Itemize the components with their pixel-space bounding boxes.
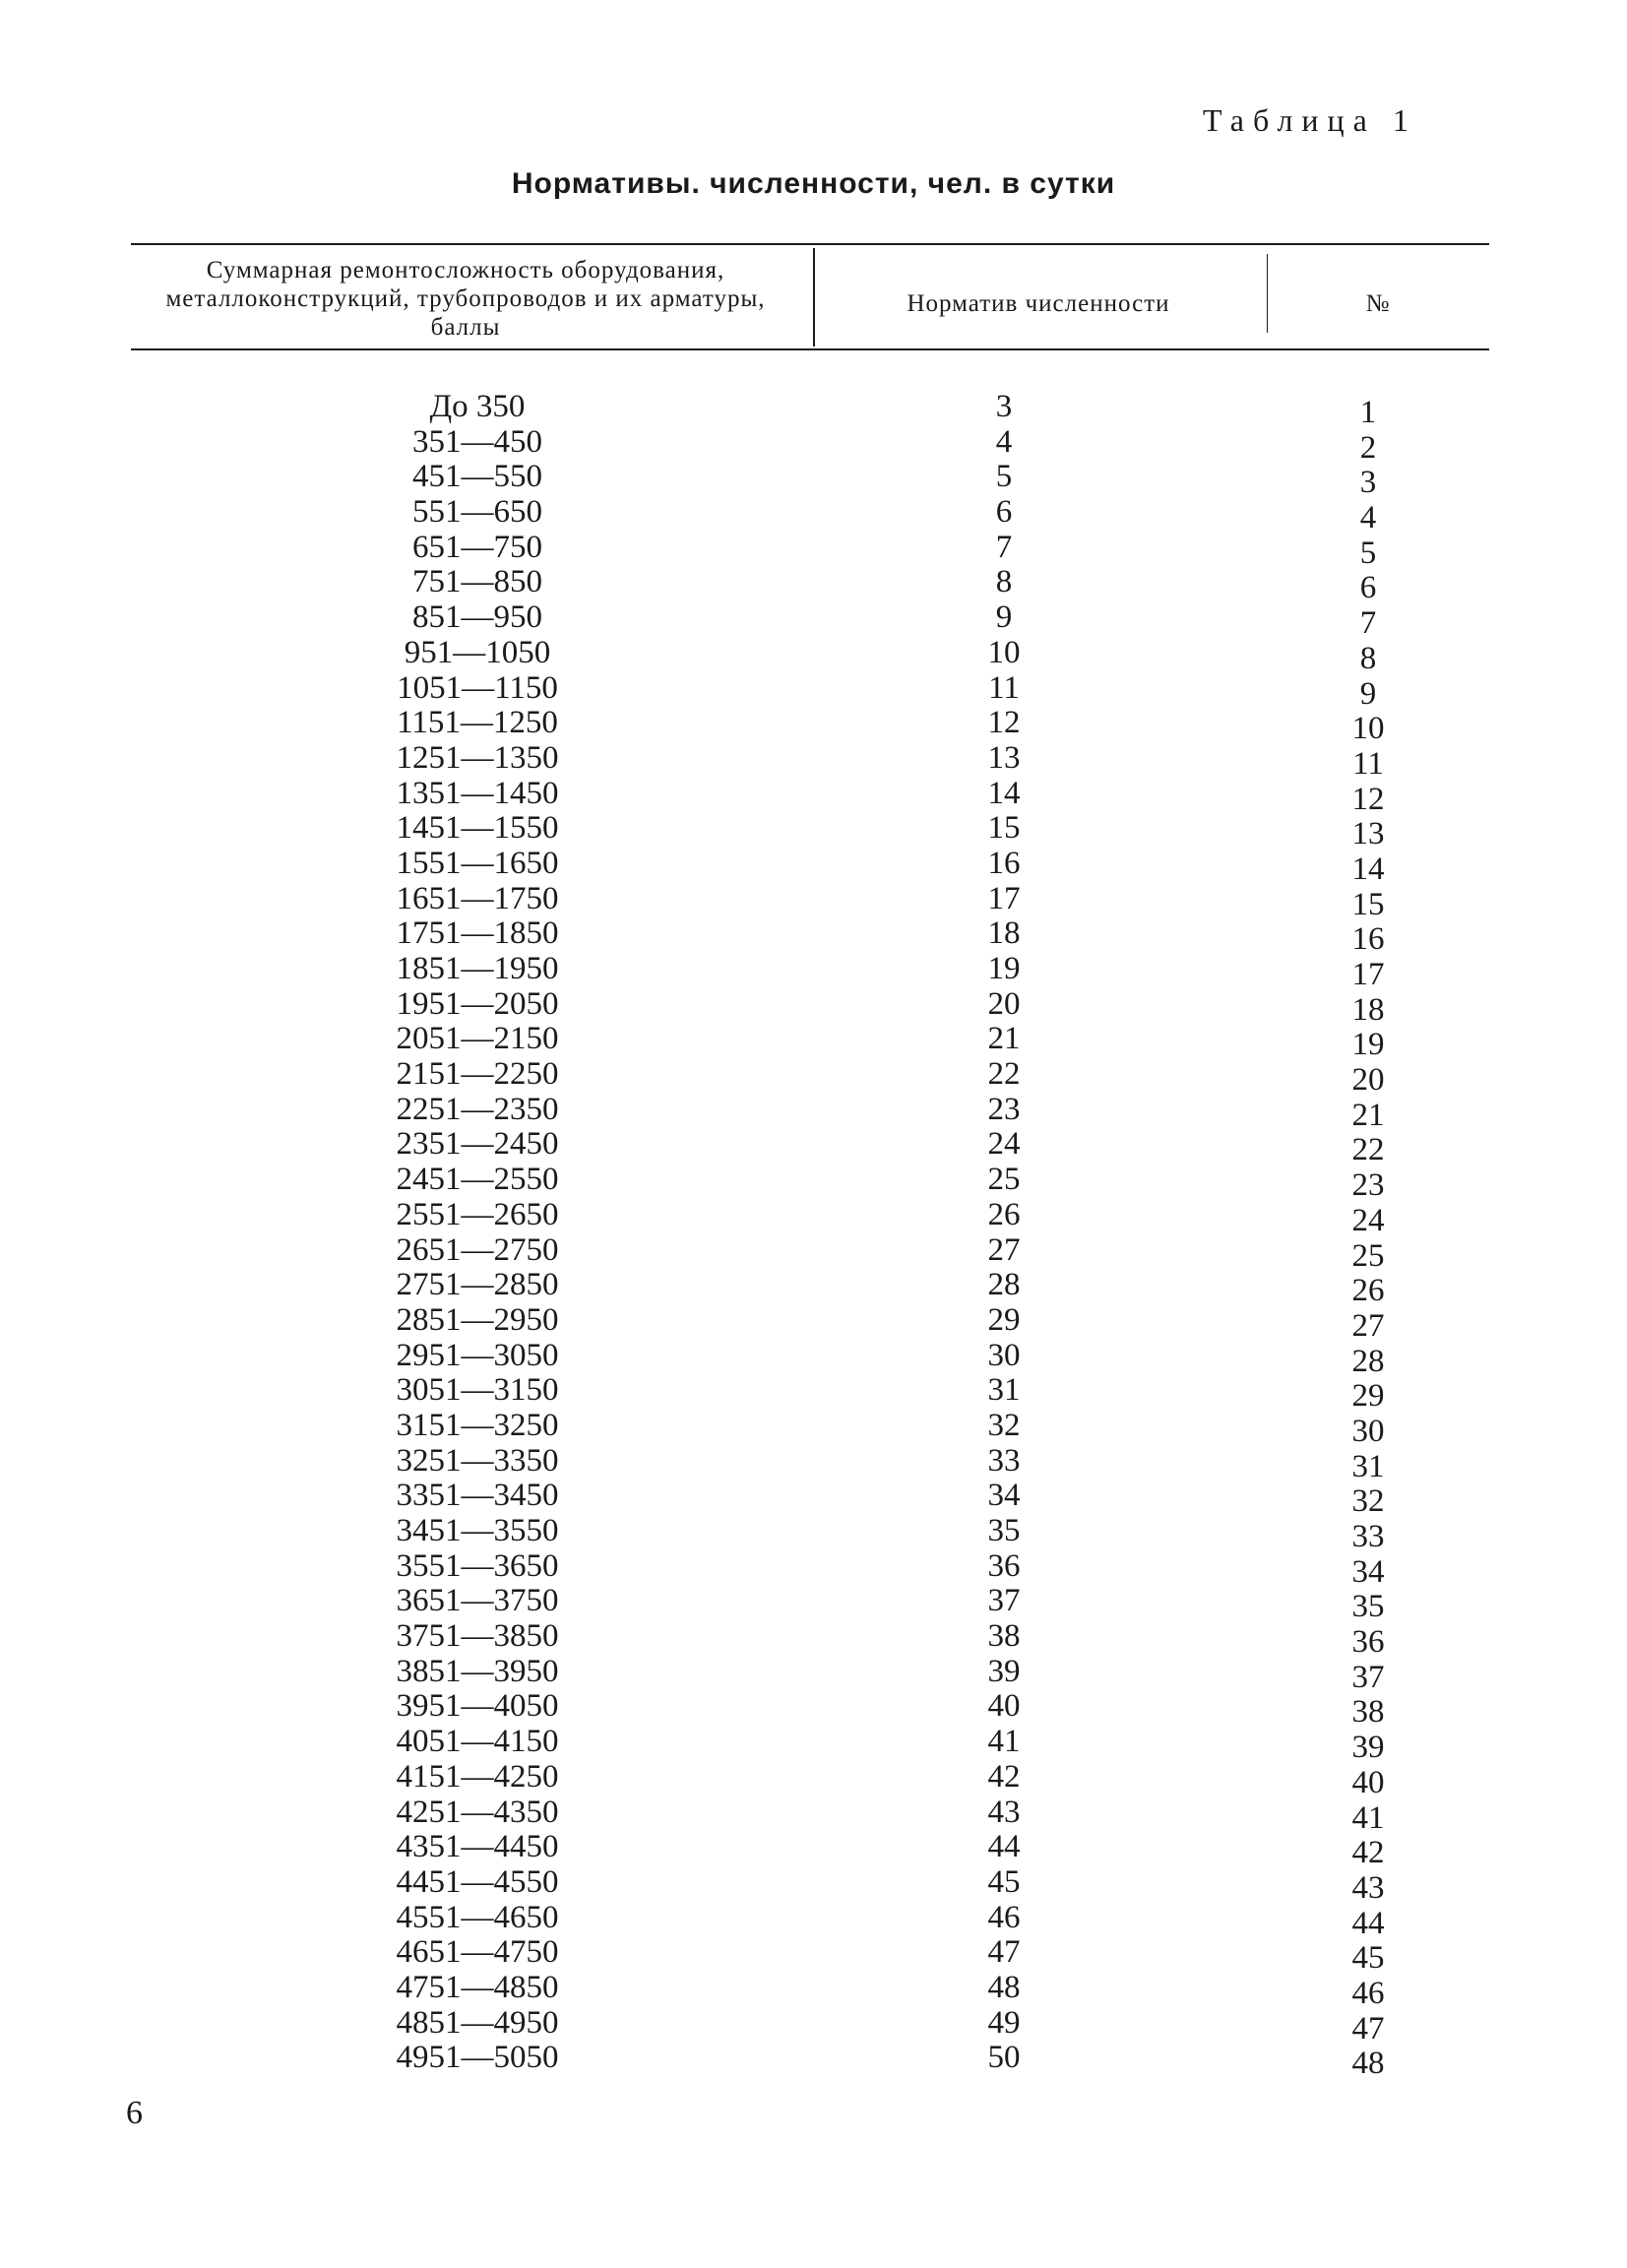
cell-number: 24 [1351, 1202, 1385, 1238]
table-row [0, 880, 1627, 922]
cell-norm: 39 [987, 1653, 1021, 1689]
cell-norm: 33 [987, 1442, 1021, 1479]
cell-norm: 11 [988, 669, 1020, 706]
cell-norm: 12 [987, 705, 1021, 741]
table-row [0, 1337, 1627, 1379]
cell-norm: 50 [987, 2040, 1021, 2076]
cell-range: 3251—3350 [396, 1442, 559, 1479]
cell-range: 1651—1750 [396, 880, 559, 916]
table-row [0, 810, 1627, 852]
cell-number: 34 [1351, 1553, 1385, 1590]
cell-range: 751—850 [412, 564, 542, 600]
cell-norm: 20 [987, 985, 1021, 1022]
cell-range: 2251—2350 [396, 1091, 559, 1127]
cell-number: 8 [1359, 640, 1377, 676]
cell-number: 45 [1351, 1940, 1385, 1977]
cell-range: 4451—4550 [396, 1863, 559, 1900]
header-bottom-rule [131, 348, 1489, 350]
table-row [0, 1934, 1627, 1977]
cell-norm: 36 [987, 1547, 1021, 1584]
cell-range: 3551—3650 [396, 1547, 559, 1584]
cell-range: 4551—4650 [396, 1899, 559, 1935]
cell-range: 2951—3050 [396, 1337, 559, 1373]
cell-number: 48 [1351, 2046, 1385, 2082]
cell-number: 44 [1351, 1905, 1385, 1941]
cell-number: 32 [1351, 1483, 1385, 1520]
table-body [0, 389, 1627, 2082]
table-row [0, 1091, 1627, 1133]
table-row [0, 423, 1627, 466]
table-row [0, 951, 1627, 992]
cell-number: 43 [1351, 1869, 1385, 1906]
table-row [0, 1056, 1627, 1099]
cell-number: 23 [1351, 1167, 1385, 1204]
header-top-rule [131, 243, 1489, 245]
cell-number: 1 [1359, 395, 1377, 430]
table-row [0, 1513, 1627, 1554]
cell-norm: 3 [995, 389, 1013, 424]
cell-number: 7 [1359, 605, 1377, 642]
table-row [0, 1794, 1627, 1836]
cell-norm: 22 [987, 1056, 1021, 1093]
cell-range: 1251—1350 [396, 739, 559, 776]
cell-range: 1451—1550 [396, 810, 559, 847]
cell-number: 6 [1359, 570, 1377, 606]
cell-norm: 6 [995, 494, 1013, 531]
cell-norm: 49 [987, 2004, 1021, 2041]
cell-number: 41 [1351, 1799, 1385, 1836]
table-row [0, 634, 1627, 676]
cell-number: 25 [1351, 1237, 1385, 1274]
table-row [0, 1724, 1627, 1766]
cell-range: 4051—4150 [396, 1724, 559, 1760]
table-row [0, 669, 1627, 712]
cell-norm: 23 [987, 1091, 1021, 1127]
table-row [0, 1372, 1627, 1415]
cell-norm: 17 [987, 880, 1021, 916]
table-row [0, 1126, 1627, 1168]
cell-number: 17 [1351, 957, 1385, 992]
cell-range: 4251—4350 [396, 1794, 559, 1830]
table-row [0, 1267, 1627, 1309]
table-label: Таблица 1 [1203, 102, 1417, 138]
table-row [0, 1547, 1627, 1590]
cell-number: 30 [1351, 1413, 1385, 1449]
cell-number: 28 [1351, 1343, 1385, 1379]
cell-norm: 31 [987, 1372, 1021, 1409]
cell-range: 1851—1950 [396, 951, 559, 986]
cell-range: 1051—1150 [397, 669, 558, 706]
table-row [0, 985, 1627, 1028]
cell-norm: 16 [987, 845, 1021, 881]
cell-number: 4 [1359, 500, 1377, 536]
cell-number: 15 [1351, 886, 1385, 922]
cell-norm: 25 [987, 1162, 1021, 1198]
cell-number: 19 [1351, 1027, 1385, 1063]
cell-norm: 5 [995, 459, 1013, 495]
cell-range: 551—650 [412, 494, 542, 531]
table-row [0, 494, 1627, 536]
cell-number: 47 [1351, 2010, 1385, 2047]
cell-norm: 43 [987, 1794, 1021, 1830]
cell-norm: 42 [987, 1758, 1021, 1795]
cell-range: 851—950 [412, 599, 542, 636]
table-row [0, 1301, 1627, 1344]
cell-number: 31 [1351, 1448, 1385, 1484]
table-row [0, 1231, 1627, 1274]
cell-range: 2351—2450 [396, 1126, 559, 1163]
cell-range: 351—450 [412, 423, 542, 460]
cell-number: 20 [1351, 1062, 1385, 1099]
cell-number: 5 [1359, 535, 1377, 571]
cell-number: 18 [1351, 991, 1385, 1028]
cell-range: 3151—3250 [396, 1407, 559, 1443]
table-row [0, 1583, 1627, 1625]
cell-number: 35 [1351, 1589, 1385, 1625]
cell-number: 40 [1351, 1764, 1385, 1800]
cell-norm: 44 [987, 1829, 1021, 1865]
table-row [0, 1196, 1627, 1238]
table-row [0, 1478, 1627, 1520]
cell-norm: 9 [995, 599, 1013, 636]
cell-norm: 48 [987, 1969, 1021, 2005]
cell-number: 26 [1351, 1273, 1385, 1309]
cell-norm: 8 [995, 564, 1013, 600]
table-row [0, 915, 1627, 958]
cell-range: 4151—4250 [396, 1758, 559, 1795]
cell-norm: 18 [987, 915, 1021, 952]
cell-number: 10 [1351, 711, 1385, 747]
cell-norm: 28 [987, 1267, 1021, 1303]
cell-range: 2451—2550 [396, 1162, 559, 1198]
cell-norm: 7 [995, 529, 1013, 565]
table-row [0, 1021, 1627, 1063]
table-row [0, 1758, 1627, 1800]
cell-range: 4351—4450 [396, 1829, 559, 1865]
cell-number: 46 [1351, 1975, 1385, 2011]
cell-norm: 32 [987, 1407, 1021, 1443]
cell-norm: 37 [987, 1583, 1021, 1619]
table-row [0, 2004, 1627, 2047]
cell-range: 2051—2150 [396, 1021, 559, 1057]
cell-range: 1351—1450 [396, 775, 559, 811]
table-row [0, 775, 1627, 817]
cell-number: 2 [1359, 429, 1377, 466]
cell-range: 1551—1650 [396, 845, 559, 881]
cell-range: 3951—4050 [396, 1688, 559, 1725]
cell-norm: 40 [987, 1688, 1021, 1725]
table-row [0, 599, 1627, 642]
cell-number: 12 [1351, 781, 1385, 817]
cell-range: 3451—3550 [396, 1513, 559, 1548]
cell-range: 2751—2850 [396, 1267, 559, 1303]
cell-range: 2551—2650 [396, 1196, 559, 1232]
cell-range: 2851—2950 [396, 1301, 559, 1338]
cell-number: 16 [1351, 921, 1385, 958]
table-row [0, 1618, 1627, 1661]
page-number: 6 [126, 2095, 143, 2131]
cell-norm: 29 [987, 1301, 1021, 1338]
cell-range: 3651—3750 [396, 1583, 559, 1619]
cell-range: 3751—3850 [396, 1618, 559, 1655]
table-row [0, 2040, 1627, 2082]
table-row [0, 529, 1627, 571]
cell-range: 451—550 [412, 459, 542, 495]
cell-number: 21 [1351, 1097, 1385, 1133]
cell-range: 3351—3450 [396, 1478, 559, 1514]
table-row [0, 1162, 1627, 1204]
cell-range: 651—750 [412, 529, 542, 565]
cell-norm: 19 [987, 951, 1021, 986]
table-row [0, 459, 1627, 501]
cell-range: 951—1050 [404, 634, 551, 670]
cell-norm: 21 [987, 1021, 1021, 1057]
cell-range: 3051—3150 [396, 1372, 559, 1409]
cell-number: 11 [1352, 745, 1384, 782]
table-row [0, 564, 1627, 606]
cell-norm: 35 [987, 1513, 1021, 1548]
cell-number: 38 [1351, 1694, 1385, 1731]
cell-norm: 46 [987, 1899, 1021, 1935]
table-row [0, 1653, 1627, 1695]
cell-norm: 26 [987, 1196, 1021, 1232]
cell-range: 3851—3950 [396, 1653, 559, 1689]
cell-range: 4651—4750 [396, 1934, 559, 1971]
cell-number: 22 [1351, 1132, 1385, 1168]
header-number: № [1365, 290, 1391, 317]
table-row [0, 389, 1627, 430]
cell-number: 9 [1359, 675, 1377, 712]
header-norm: Норматив численности [907, 290, 1170, 317]
cell-range: 4751—4850 [396, 1969, 559, 2005]
table-row [0, 845, 1627, 887]
cell-number: 27 [1351, 1307, 1385, 1344]
cell-number: 39 [1351, 1730, 1385, 1766]
table-row [0, 705, 1627, 747]
cell-number: 37 [1351, 1659, 1385, 1695]
header-divider-2 [1267, 254, 1268, 333]
table-row [0, 1829, 1627, 1871]
cell-range: 4851—4950 [396, 2004, 559, 2041]
cell-norm: 41 [987, 1724, 1021, 1760]
header-range: Суммарная ремонтосложность оборудования, металлоконструкций, трубопроводов и их арматуры, баллы [165, 257, 766, 341]
table-row [0, 1969, 1627, 2011]
cell-range: 2651—2750 [396, 1231, 559, 1268]
cell-norm: 45 [987, 1863, 1021, 1900]
cell-number: 13 [1351, 816, 1385, 852]
cell-norm: 24 [987, 1126, 1021, 1163]
cell-range: 1751—1850 [396, 915, 559, 952]
cell-range: 1951—2050 [396, 985, 559, 1022]
header-divider-1 [813, 248, 815, 346]
cell-number: 29 [1351, 1378, 1385, 1415]
cell-range: 4951—5050 [396, 2040, 559, 2076]
table-row [0, 739, 1627, 782]
table-row [0, 1863, 1627, 1906]
cell-range: До 350 [429, 389, 526, 424]
cell-number: 42 [1351, 1835, 1385, 1871]
table-row [0, 1407, 1627, 1449]
cell-number: 14 [1351, 850, 1385, 887]
cell-norm: 30 [987, 1337, 1021, 1373]
cell-number: 3 [1359, 465, 1377, 501]
table-row [0, 1899, 1627, 1941]
cell-norm: 4 [995, 423, 1013, 460]
cell-norm: 34 [987, 1478, 1021, 1514]
table-title: Нормативы. численности, чел. в сутки [511, 167, 1116, 200]
table-row [0, 1442, 1627, 1484]
cell-norm: 47 [987, 1934, 1021, 1971]
cell-number: 36 [1351, 1624, 1385, 1661]
cell-norm: 10 [987, 634, 1021, 670]
cell-norm: 14 [987, 775, 1021, 811]
table-row [0, 1688, 1627, 1731]
cell-norm: 27 [987, 1231, 1021, 1268]
cell-number: 33 [1351, 1519, 1385, 1554]
cell-norm: 13 [987, 739, 1021, 776]
cell-range: 1151—1250 [397, 705, 558, 741]
cell-norm: 15 [987, 810, 1021, 847]
cell-range: 2151—2250 [396, 1056, 559, 1093]
cell-norm: 38 [987, 1618, 1021, 1655]
